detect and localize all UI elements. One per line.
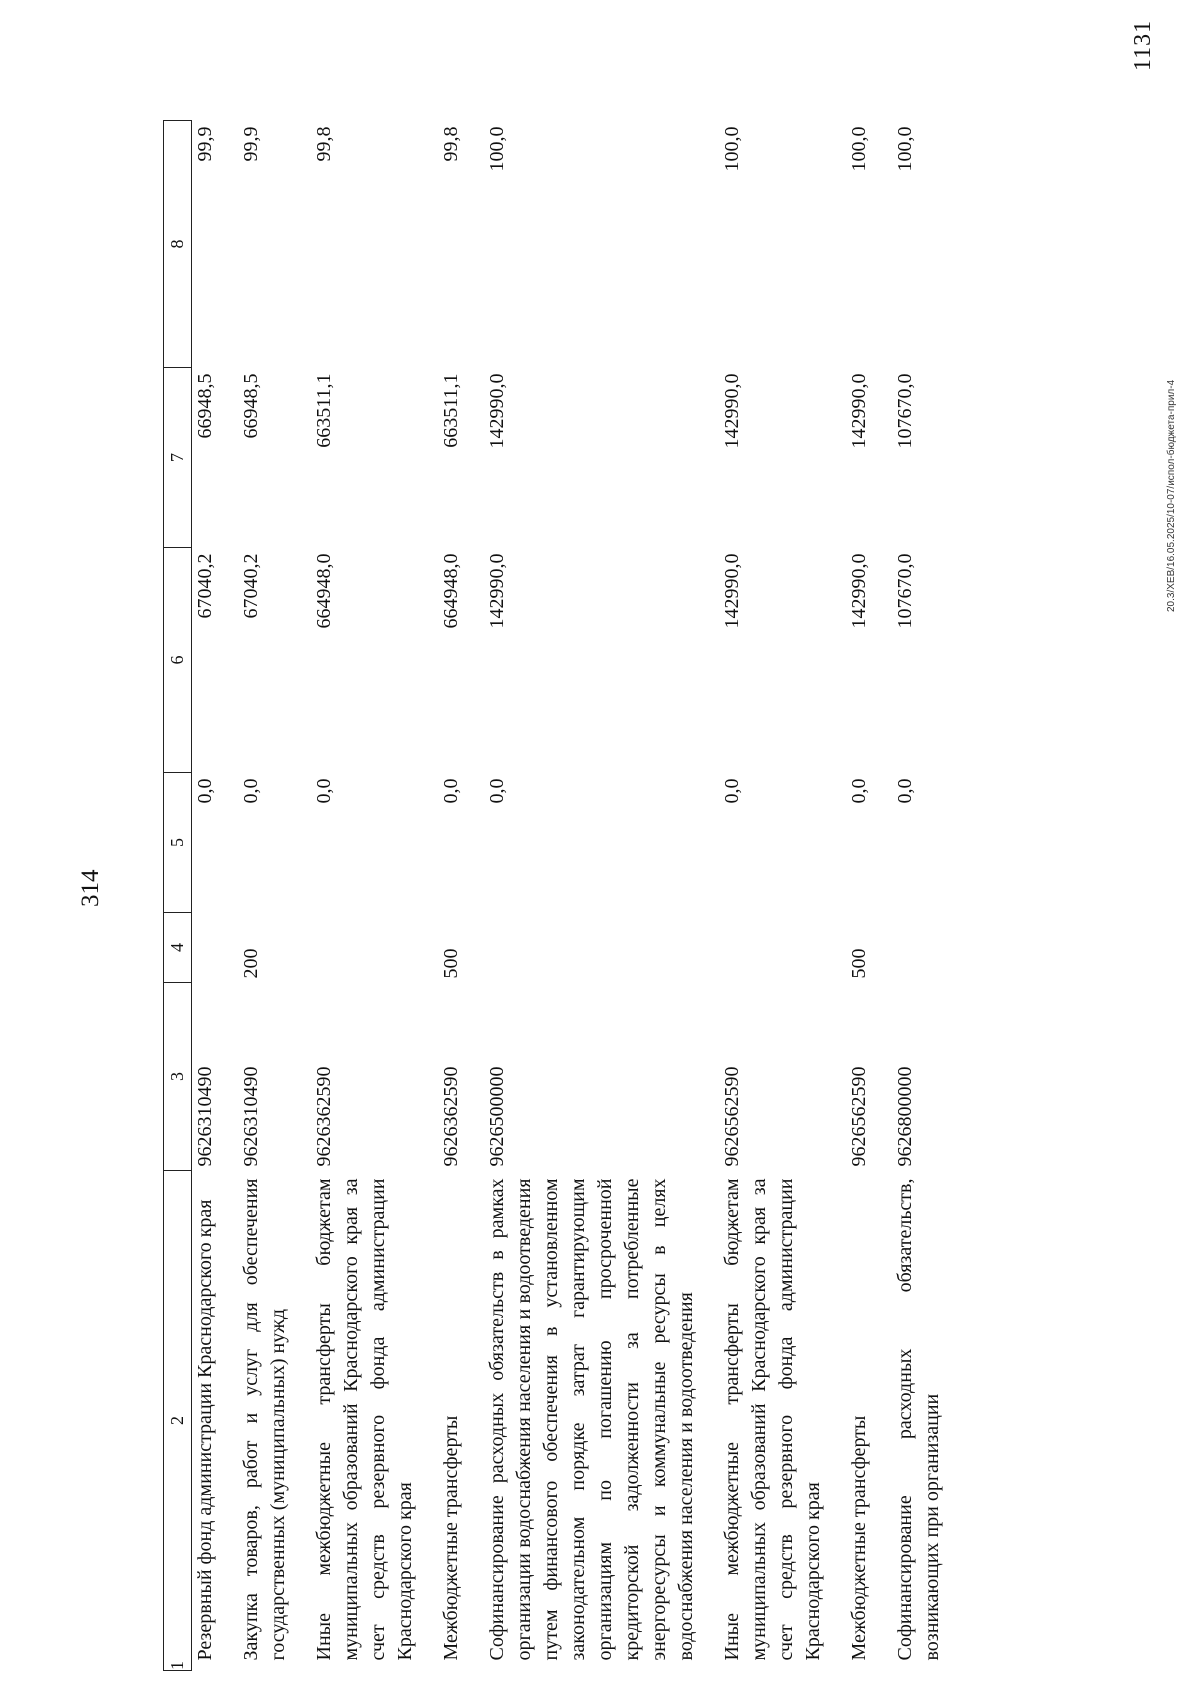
col8-cell: 100,0	[486, 126, 508, 172]
sheet-number: 1131	[1130, 19, 1156, 71]
description-cell: Закупка товаров, работ и услуг для обеспечения государственных (муниципальных) нужд	[240, 1178, 289, 1661]
target-code-cell: 9626362590	[313, 1066, 335, 1167]
col7-cell: 142990,0	[721, 373, 743, 449]
budget-table	[163, 120, 965, 1671]
col6-cell: 142990,0	[486, 553, 508, 629]
col7-cell: 663511,1	[440, 373, 462, 448]
expense-type-cell: 500	[848, 948, 870, 979]
col8-cell: 100,0	[721, 126, 743, 172]
table-row	[438, 121, 484, 1671]
expense-type-cell	[892, 913, 965, 983]
expense-type-cell: 500	[440, 948, 462, 979]
expense-type-cell	[192, 913, 239, 983]
table-row	[892, 121, 965, 1671]
col5-cell: 0,0	[848, 778, 870, 804]
col7-cell: 142990,0	[848, 373, 870, 449]
col5-cell: 0,0	[240, 778, 262, 804]
col6-cell: 142990,0	[848, 553, 870, 629]
target-code-cell: 9626562590	[721, 1066, 743, 1167]
col6-cell: 664948,0	[313, 553, 335, 629]
col7-cell: 142990,0	[486, 373, 508, 449]
document-footer-id: 20.3/XEB/16.05.2025/10-07/испол-бюджета-прил-4	[1166, 379, 1177, 612]
target-code-cell: 9626562590	[848, 1066, 870, 1167]
col5-cell: 0,0	[894, 778, 916, 804]
description-cell: Межбюджетные трансферты	[440, 1415, 462, 1661]
target-code-cell: 9626310490	[240, 1066, 262, 1167]
column-header-8: 8	[164, 121, 192, 368]
description-cell: Иные межбюджетные трансферты бюджетам муниципальных образований Краснодарского края за счет средств резервного фонда администрации Краснодарского края	[313, 1178, 416, 1661]
table-row	[311, 121, 438, 1671]
table-row	[192, 121, 239, 1671]
table-row	[846, 121, 892, 1671]
col5-cell: 0,0	[313, 778, 335, 804]
expense-type-cell	[311, 913, 438, 983]
col8-cell: 99,8	[313, 126, 335, 162]
target-code-cell: 9626500000	[486, 1066, 508, 1167]
col5-cell: 0,0	[194, 778, 216, 804]
description-cell: Иные межбюджетные трансферты бюджетам муниципальных образований Краснодарского края за счет средств резервного фонда администрации Краснодарского края	[721, 1178, 824, 1661]
column-header-5: 5	[164, 773, 192, 913]
column-header-3: 3	[164, 983, 192, 1171]
col8-cell: 99,9	[194, 126, 216, 162]
table-row	[238, 121, 311, 1671]
col6-cell: 67040,2	[240, 553, 262, 619]
col8-cell: 99,9	[240, 126, 262, 162]
budget-table-frame	[163, 121, 965, 1671]
description-cell: Межбюджетные трансферты	[848, 1415, 870, 1661]
column-header-2: 2	[164, 1171, 192, 1671]
col5-cell: 0,0	[440, 778, 462, 804]
column-header-7: 7	[164, 368, 192, 548]
table-row	[719, 121, 846, 1671]
table-row	[484, 121, 719, 1671]
expense-type-cell	[719, 913, 846, 983]
description-cell: Резервный фонд администрации Краснодарского края	[194, 1199, 216, 1661]
col6-cell: 67040,2	[194, 553, 216, 619]
col7-cell: 107670,0	[894, 373, 916, 449]
col7-cell: 66948,5	[194, 373, 216, 439]
col6-cell: 107670,0	[894, 553, 916, 629]
page-number: 314	[77, 869, 104, 907]
col8-cell: 100,0	[894, 126, 916, 172]
col8-cell: 100,0	[848, 126, 870, 172]
col5-cell: 0,0	[486, 778, 508, 804]
target-code-cell: 9626362590	[440, 1066, 462, 1167]
col7-cell: 66948,5	[240, 373, 262, 439]
col6-cell: 664948,0	[440, 553, 462, 629]
column-header-6: 6	[164, 548, 192, 773]
column-header-4: 4	[164, 913, 192, 983]
col5-cell: 0,0	[721, 778, 743, 804]
table-header-row: 1 2 3 4 5 6 7 8	[164, 121, 192, 1671]
target-code-cell: 9626800000	[894, 1066, 916, 1167]
description-cell: Софинансирование расходных обязательств, возникающих при организации	[894, 1178, 943, 1661]
col6-cell: 142990,0	[721, 553, 743, 629]
expense-type-cell: 200	[240, 948, 262, 979]
description-cell: Софинансирование расходных обязательств в рамках организации водоснабжения населения и водоотведения путем финансового обеспечения в установленном законодательном порядке затрат гарантирующим организациям по погашению просроченной кредиторской задолженности за потребленные энергоресурсы и коммунальные ресурсы в целях водоснабжения населения и водоотведения	[486, 1178, 697, 1661]
col8-cell: 99,8	[440, 126, 462, 162]
expense-type-cell	[484, 913, 719, 983]
target-code-cell: 9626310490	[194, 1066, 216, 1167]
col7-cell: 663511,1	[313, 373, 335, 448]
